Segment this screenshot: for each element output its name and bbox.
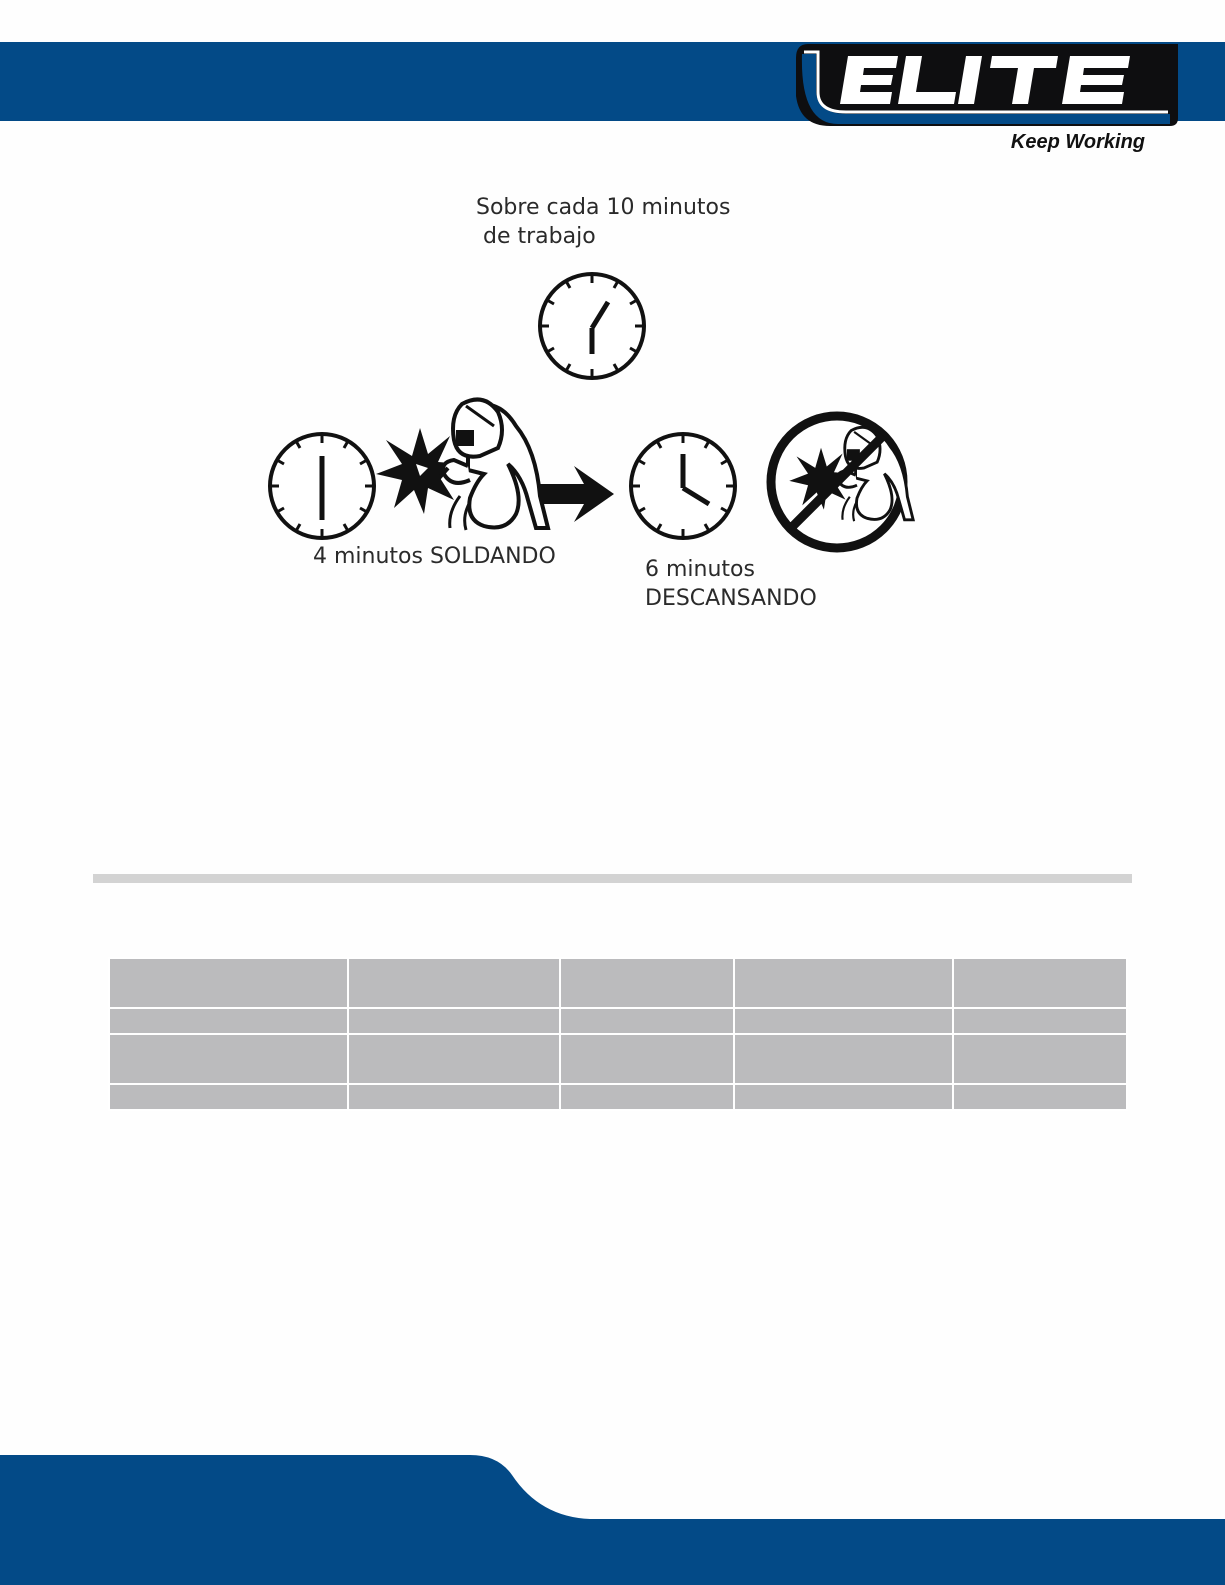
table-cell xyxy=(560,1008,734,1034)
clock-icon xyxy=(270,434,374,538)
duty-cycle-figure xyxy=(0,0,1225,700)
section-divider xyxy=(93,874,1132,883)
table-cell xyxy=(560,958,734,1008)
table-cell xyxy=(953,1034,1127,1084)
table-cell xyxy=(348,1008,560,1034)
table-row xyxy=(109,1034,1127,1084)
arrow-right-icon xyxy=(540,466,614,522)
table-cell xyxy=(734,958,953,1008)
tagline: Keep Working xyxy=(1010,131,1145,153)
welder-icon xyxy=(376,400,548,531)
table-row xyxy=(109,1084,1127,1110)
table-cell xyxy=(348,1034,560,1084)
table-cell xyxy=(109,1008,348,1034)
table-cell xyxy=(734,1008,953,1034)
table-cell xyxy=(348,958,560,1008)
table-cell xyxy=(348,1084,560,1110)
table-cell xyxy=(734,1034,953,1084)
table-cell xyxy=(953,1008,1127,1034)
table-cell xyxy=(734,1084,953,1110)
table-cell xyxy=(109,1084,348,1110)
table-cell xyxy=(953,1084,1127,1110)
table-row xyxy=(109,1008,1127,1034)
table-cell xyxy=(109,1034,348,1084)
caption-resting: 6 minutos DESCANSANDO xyxy=(645,557,817,611)
table-cell xyxy=(560,1084,734,1110)
spec-table xyxy=(108,957,1128,1111)
table-cell xyxy=(560,1034,734,1084)
clock-icon xyxy=(540,274,644,378)
no-welding-icon xyxy=(771,416,913,548)
table-cell xyxy=(109,958,348,1008)
footer-band xyxy=(0,1455,1225,1585)
table-row xyxy=(109,958,1127,1008)
caption-welding: 4 minutos SOLDANDO xyxy=(313,544,556,569)
caption-work-cycle: Sobre cada 10 minutos de trabajo xyxy=(476,195,731,249)
table-cell xyxy=(953,958,1127,1008)
clock-icon xyxy=(631,434,735,538)
